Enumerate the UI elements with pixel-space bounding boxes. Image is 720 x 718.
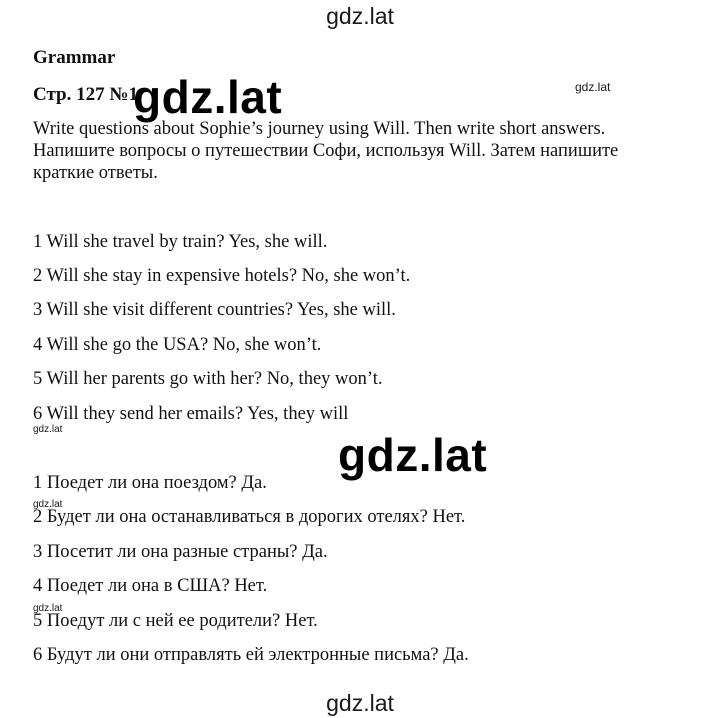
answer-en-4: 4 Will she go the USA? No, she won’t.	[33, 335, 322, 355]
task-reference: Стр. 127 №1	[33, 84, 138, 105]
answer-en-1: 1 Will she travel by train? Yes, she will.	[33, 232, 328, 252]
watermark-left-2: gdz.lat	[33, 499, 63, 510]
instruction-english: Write questions about Sophie’s journey using Will. Then write short answers.	[33, 119, 606, 139]
answer-ru-3: 3 Посетит ли она разные страны? Да.	[33, 542, 328, 562]
watermark-right-small: gdz.lat	[575, 80, 611, 94]
answer-en-3: 3 Will she visit different countries? Yes, she will.	[33, 300, 396, 320]
answer-en-6: 6 Will they send her emails? Yes, they will	[33, 404, 349, 424]
answer-en-5: 5 Will her parents go with her? No, they won’t.	[33, 369, 383, 389]
answer-ru-4: 4 Поедет ли она в США? Нет.	[33, 576, 268, 596]
watermark-center-big: gdz.lat	[338, 429, 488, 481]
answer-ru-1: 1 Поедет ли она поездом? Да.	[33, 473, 267, 493]
answer-en-2: 2 Will she stay in expensive hotels? No, she won’t.	[33, 266, 411, 286]
watermark-left-3: gdz.lat	[33, 603, 63, 614]
section-title: Grammar	[33, 47, 116, 68]
watermark-bottom: gdz.lat	[326, 690, 394, 716]
watermark-left-1: gdz.lat	[33, 424, 63, 435]
instruction-russian-line-1: Напишите вопросы о путешествии Софи, используя Will. Затем напишите	[33, 141, 619, 161]
instruction-russian-line-2: краткие ответы.	[33, 163, 158, 183]
answer-ru-5: 5 Поедут ли с ней ее родители? Нет.	[33, 611, 318, 631]
watermark-top: gdz.lat	[326, 3, 394, 29]
watermark-task-overlay: gdz.lat	[133, 71, 283, 123]
answer-ru-2: 2 Будет ли она останавливаться в дорогих отелях? Нет.	[33, 507, 466, 527]
answer-ru-6: 6 Будут ли они отправлять ей электронные письма? Да.	[33, 645, 469, 665]
